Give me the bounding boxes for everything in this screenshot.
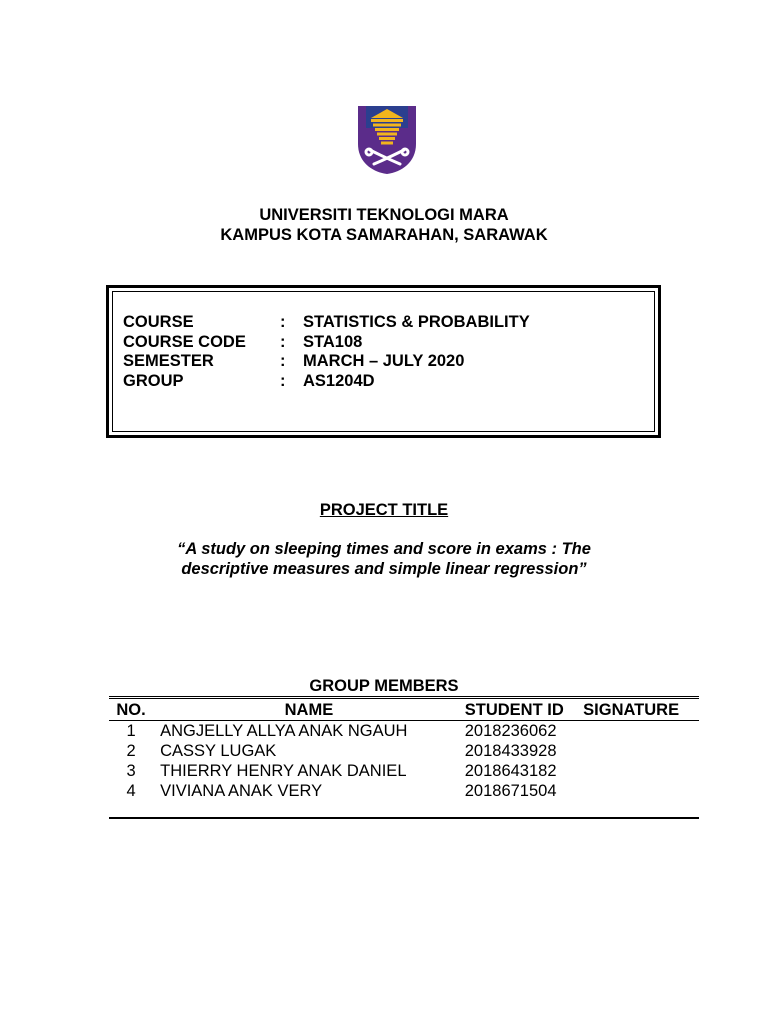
member-no: 3 bbox=[126, 762, 136, 780]
group-members-table bbox=[109, 696, 699, 801]
member-name: VIVIANA ANAK VERY bbox=[160, 782, 323, 800]
info-label: COURSE CODE bbox=[123, 333, 246, 351]
project-title-heading: PROJECT TITLE bbox=[319, 501, 449, 519]
university-logo bbox=[356, 104, 418, 176]
member-student-id: 2018433928 bbox=[464, 742, 557, 760]
info-colon: : bbox=[280, 372, 286, 390]
info-value: STA108 bbox=[303, 333, 363, 351]
info-value: STATISTICS & PROBABILITY bbox=[303, 313, 530, 331]
table-bottom-rule bbox=[109, 817, 699, 819]
info-label: SEMESTER bbox=[123, 352, 214, 370]
info-label: GROUP bbox=[123, 372, 184, 390]
table-row bbox=[109, 761, 699, 781]
university-name: UNIVERSITI TEKNOLOGI MARA bbox=[259, 206, 509, 224]
member-signature bbox=[583, 721, 699, 742]
table-row bbox=[109, 781, 699, 801]
member-signature bbox=[583, 761, 699, 781]
member-student-id: 2018643182 bbox=[464, 762, 557, 780]
column-header-signature: SIGNATURE bbox=[583, 700, 680, 719]
column-header-no: NO. bbox=[116, 700, 146, 719]
member-signature bbox=[583, 741, 699, 761]
info-colon: : bbox=[280, 352, 286, 370]
info-colon: : bbox=[280, 333, 286, 351]
info-colon: : bbox=[280, 313, 286, 331]
group-members-heading: GROUP MEMBERS bbox=[309, 677, 459, 695]
member-name: THIERRY HENRY ANAK DANIEL bbox=[160, 762, 407, 780]
member-no: 2 bbox=[126, 742, 136, 760]
column-header-student-id: STUDENT ID bbox=[464, 700, 564, 719]
member-no: 1 bbox=[126, 722, 136, 740]
column-header-name: NAME bbox=[284, 700, 334, 719]
info-value: MARCH – JULY 2020 bbox=[303, 352, 465, 370]
project-title-line-1: “A study on sleeping times and score in exams : The bbox=[177, 540, 591, 558]
member-student-id: 2018236062 bbox=[464, 722, 557, 740]
member-signature bbox=[583, 781, 699, 801]
member-name: ANGJELLY ALLYA ANAK NGAUH bbox=[160, 722, 408, 740]
member-no: 4 bbox=[126, 782, 136, 800]
table-row bbox=[109, 721, 699, 742]
campus-name: KAMPUS KOTA SAMARAHAN, SARAWAK bbox=[220, 226, 548, 244]
project-title-text bbox=[0, 539, 768, 579]
info-label: COURSE bbox=[123, 313, 194, 331]
table-header-row bbox=[109, 698, 699, 721]
project-title-line-2: descriptive measures and simple linear regression” bbox=[181, 560, 587, 578]
member-student-id: 2018671504 bbox=[464, 782, 557, 800]
table-row bbox=[109, 741, 699, 761]
info-value: AS1204D bbox=[303, 372, 375, 390]
member-name: CASSY LUGAK bbox=[160, 742, 277, 760]
